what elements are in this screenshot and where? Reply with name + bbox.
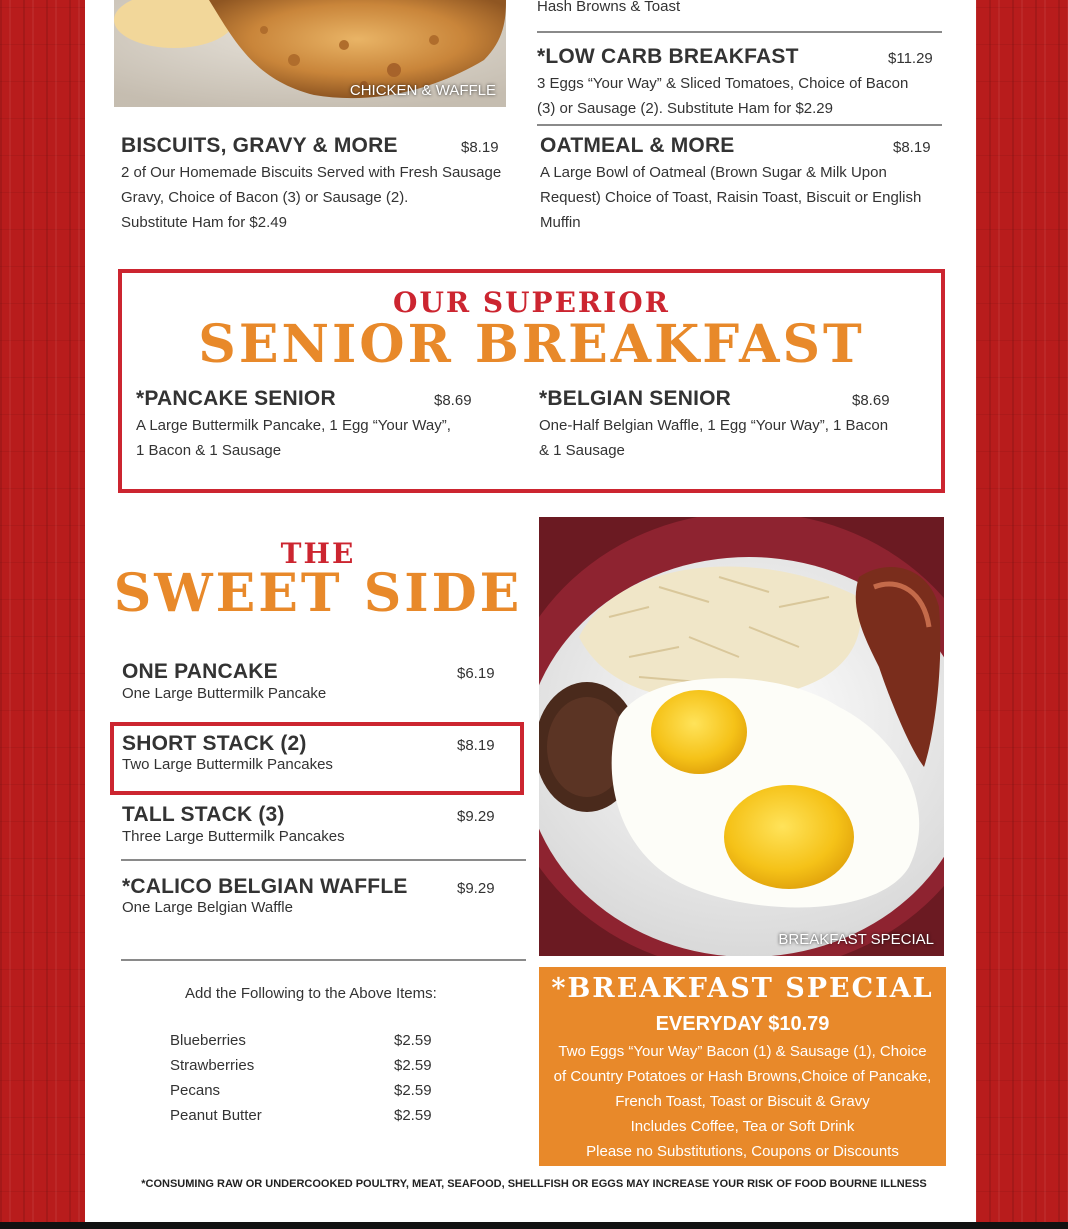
sweet-item-desc: Three Large Buttermilk Pancakes [122,828,345,845]
sweet-item-desc: One Large Belgian Waffle [122,899,293,916]
sweet-item-price: $9.29 [457,880,495,897]
addon-price: $2.59 [394,1107,432,1124]
low-carb-price: $11.29 [888,50,933,67]
biscuits-desc-line2: Gravy, Choice of Bacon (3) or Sausage (2). [121,189,409,206]
sweet-item-desc: Two Large Buttermilk Pancakes [122,756,333,773]
sweet-heading-small: THE [280,537,356,570]
special-desc-line: Please no Substitutions, Coupons or Discounts [586,1143,899,1160]
low-carb-title: *LOW CARB BREAKFAST [537,45,799,68]
belgian-senior-price: $8.69 [852,392,890,409]
addon-name: Strawberries [170,1057,255,1074]
sweet-item-price: $8.19 [457,737,495,754]
addons-heading: Add the Following to the Above Items: [185,985,437,1002]
sweet-item-price: $9.29 [457,808,495,825]
oatmeal-desc-line1: A Large Bowl of Oatmeal (Brown Sugar & Milk Upon [540,164,887,181]
special-subtitle: EVERYDAY $10.79 [655,1013,830,1035]
oatmeal-desc-line3: Muffin [540,214,581,231]
breakfast-special-box [539,967,946,1166]
belgian-senior-title: *BELGIAN SENIOR [539,387,732,410]
hash-browns-line: Hash Browns & Toast [537,0,681,15]
pancake-senior-price: $8.69 [434,392,472,409]
food-safety-disclaimer: *CONSUMING RAW OR UNDERCOOKED POULTRY, MEAT, SEAFOOD, SHELLFISH OR EGGS MAY INCREASE YOUR RISK OF FOOD BOURNE ILLNESS [141,1178,927,1190]
sweet-item-desc: One Large Buttermilk Pancake [122,685,327,702]
oatmeal-price: $8.19 [893,139,931,156]
sweet-item-title: ONE PANCAKE [122,660,278,683]
addon-price: $2.59 [394,1032,432,1049]
special-desc-line: French Toast, Toast or Biscuit & Gravy [615,1093,870,1110]
addon-name: Peanut Butter [170,1107,262,1124]
breakfast-plate-illustration [539,517,944,956]
sweet-item-title: *CALICO BELGIAN WAFFLE [122,875,408,898]
sweet-item-title: SHORT STACK (2) [122,732,307,755]
divider [537,124,942,126]
special-desc-line: of Country Potatoes or Hash Browns,Choice of Pancake, [553,1068,932,1085]
low-carb-desc-line2: (3) or Sausage (2). Substitute Ham for $2.29 [537,100,833,117]
biscuits-title: BISCUITS, GRAVY & MORE [121,134,398,157]
low-carb-desc-line1: 3 Eggs “Your Way” & Sliced Tomatoes, Choice of Bacon [537,75,909,92]
pancake-senior-desc-line1: A Large Buttermilk Pancake, 1 Egg “Your Way”, [136,417,451,434]
biscuits-price: $8.19 [461,139,499,156]
pancake-senior-title: *PANCAKE SENIOR [136,387,336,410]
addon-price: $2.59 [394,1082,432,1099]
divider [537,31,942,33]
special-desc-line: Two Eggs “Your Way” Bacon (1) & Sausage (1), Choice [558,1043,927,1060]
senior-heading-large: SENIOR BREAKFAST [198,314,865,375]
addon-name: Pecans [170,1082,221,1099]
divider [121,859,526,861]
bottom-edge [0,1222,1068,1229]
chicken-waffle-photo [114,0,506,107]
oatmeal-title: OATMEAL & MORE [540,134,735,157]
belgian-senior-desc-line1: One-Half Belgian Waffle, 1 Egg “Your Way”, 1 Bacon [539,417,889,434]
oatmeal-desc-line2: Request) Choice of Toast, Raisin Toast, Biscuit or English [540,189,922,206]
breakfast-special-caption: BREAKFAST SPECIAL [778,931,934,948]
sweet-item-title: TALL STACK (3) [122,803,285,826]
sweet-heading-large: SWEET SIDE [113,563,523,624]
pancake-senior-desc-line2: 1 Bacon & 1 Sausage [136,442,282,459]
special-title: *BREAKFAST SPECIAL [551,973,934,1004]
divider [121,959,526,961]
senior-heading-small: OUR SUPERIOR [393,286,670,319]
chicken-waffle-caption: CHICKEN & WAFFLE [349,82,496,99]
belgian-senior-desc-line2: & 1 Sausage [539,442,625,459]
special-desc-line: Includes Coffee, Tea or Soft Drink [630,1118,855,1135]
addon-price: $2.59 [394,1057,432,1074]
addon-name: Blueberries [170,1032,246,1049]
biscuits-desc-line1: 2 of Our Homemade Biscuits Served with Fresh Sausage [121,164,502,181]
sweet-item-price: $6.19 [457,665,495,682]
breakfast-special-photo [539,517,944,956]
biscuits-desc-line3: Substitute Ham for $2.49 [121,214,287,231]
